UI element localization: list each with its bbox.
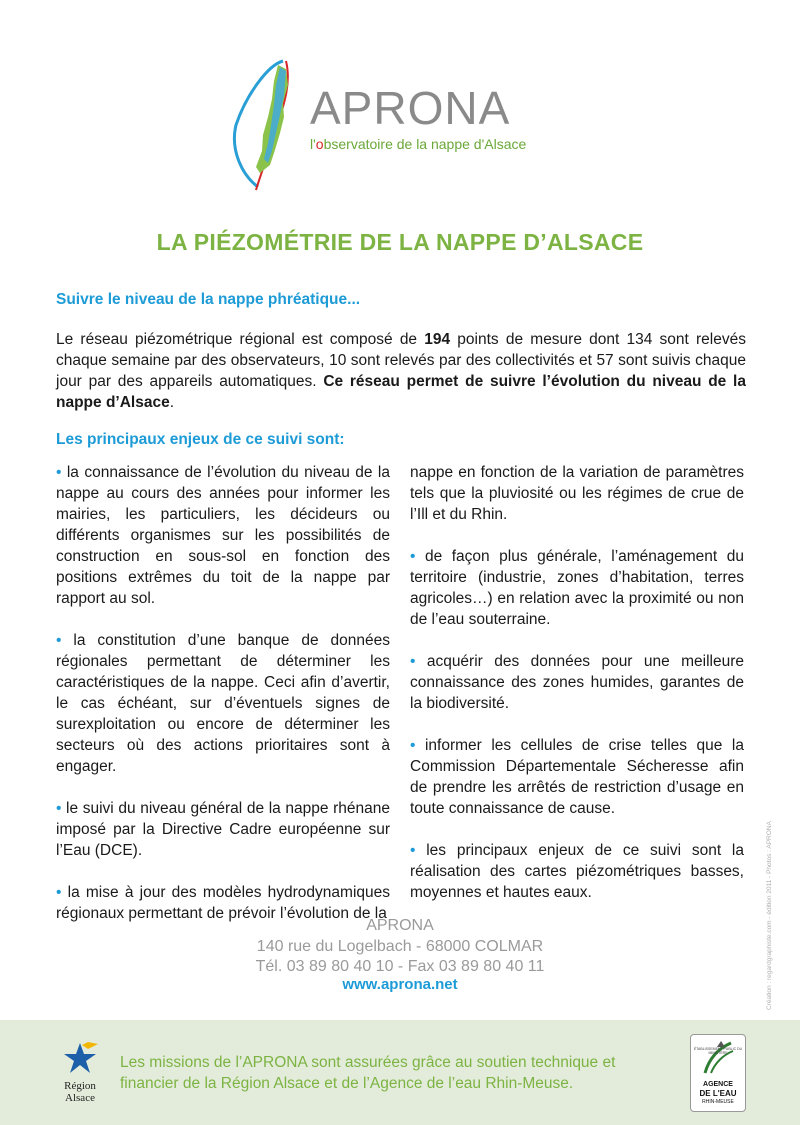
list-item: • la connaissance de l’évolution du niveau de la nappe au cours des années pour informer les mairies, les particuliers, les décideurs ou différents organismes sur les possibilités de construction en sous-sol en fonction des positions extrêmes du toit de la nappe par rapport au sol. xyxy=(56,464,390,607)
footer-funding-text: Les missions de l’APRONA sont assurées grâce au soutien technique et financier de la Région Alsace et de l’Agence de l’eau Rhin-Meuse. xyxy=(120,1054,616,1092)
page-title: LA PIÉZOMÉTRIE DE LA NAPPE D’ALSACE xyxy=(156,229,644,255)
logo-wordmark: APRONA xyxy=(310,82,511,134)
intro-paragraph: Le réseau piézométrique régional est composé de 194 points de mesure dont 134 sont relevés chaque semaine par des observateurs, 10 sont relevés par des collectivités et 57 sont suivis chaque jour par des appareils automatiques. Ce réseau permet de suivre l’évolution du niveau de la nappe d’Alsace. xyxy=(56,331,746,411)
list-item: • la constitution d’une banque de données régionales permettant de déterminer les caractéristiques de la nappe. Ceci afin d’avertir, le cas échéant, sur d’éventuels signes de surexploitation ou encore de déterminer les secteurs où des actions prioritaires sont à engager. xyxy=(56,632,390,775)
bullet-icon: • xyxy=(56,632,62,649)
star-icon xyxy=(58,1041,102,1075)
footer-band xyxy=(0,1020,800,1125)
alsace-map-icon xyxy=(228,55,308,195)
list-item: • le suivi du niveau général de la nappe rhénane imposé par la Directive Cadre européenne sur l’Eau (DCE). xyxy=(56,800,390,859)
stakes-column-left xyxy=(56,462,390,945)
address-org: APRONA xyxy=(366,917,434,934)
bullet-icon: • xyxy=(410,548,416,565)
bullet-icon: • xyxy=(56,884,62,901)
list-item-continuation: nappe en fonction de la variation de paramètres tels que la pluviosité ou les régimes de crue de l’Ill et du Rhin. xyxy=(410,464,744,523)
agence-eau-logo: ÉTABLISSEMENT PUBLIC DU MINISTÈRE AGENCE DE L'EAU RHIN-MEUSE xyxy=(690,1034,746,1112)
list-item: • la mise à jour des modèles hydrodynamiques régionaux permettant de prévoir l’évolution de la xyxy=(56,884,390,922)
stakes-column-right xyxy=(410,462,744,924)
bullet-icon: • xyxy=(410,842,416,859)
bullet-icon: • xyxy=(410,737,416,754)
section-heading-level: Suivre le niveau de la nappe phréatique... xyxy=(56,291,361,308)
list-item: • informer les cellules de crise telles que la Commission Départementale Sécheresse afin de prendre les arrêtés de restriction d’usage en toute connaissance de cause. xyxy=(410,737,744,817)
stork-icon xyxy=(691,1035,745,1079)
address-phone: Tél. 03 89 80 40 10 - Fax 03 89 80 40 11 xyxy=(255,958,545,975)
list-item: • les principaux enjeux de ce suivi sont la réalisation des cartes piézométriques basses, moyennes et hautes eaux. xyxy=(410,842,744,901)
address-street: 140 rue du Logelbach - 68000 COLMAR xyxy=(256,938,544,955)
bullet-icon: • xyxy=(56,800,62,817)
bullet-icon: • xyxy=(410,653,416,670)
list-item: • acquérir des données pour une meilleure connaissance des zones humides, garantes de la biodiversité. xyxy=(410,653,744,712)
section-heading-stakes: Les principaux enjeux de ce suivi sont: xyxy=(56,431,345,448)
region-alsace-logo: Région Alsace xyxy=(57,1041,103,1104)
list-item: • de façon plus générale, l’aménagement du territoire (industrie, zones d’habitation, terres agricoles…) en relation avec la proximité ou non de l’eau souterraine. xyxy=(410,548,744,628)
bullet-icon: • xyxy=(56,464,62,481)
website-link[interactable]: www.aprona.net xyxy=(342,976,458,993)
aprona-logo xyxy=(228,55,588,195)
credit-line: Création : regardgraphiste.com - édition 2011 - Photos : APRONA xyxy=(766,821,773,1010)
logo-tagline: l'observatoire de la nappe d'Alsace xyxy=(310,136,527,152)
